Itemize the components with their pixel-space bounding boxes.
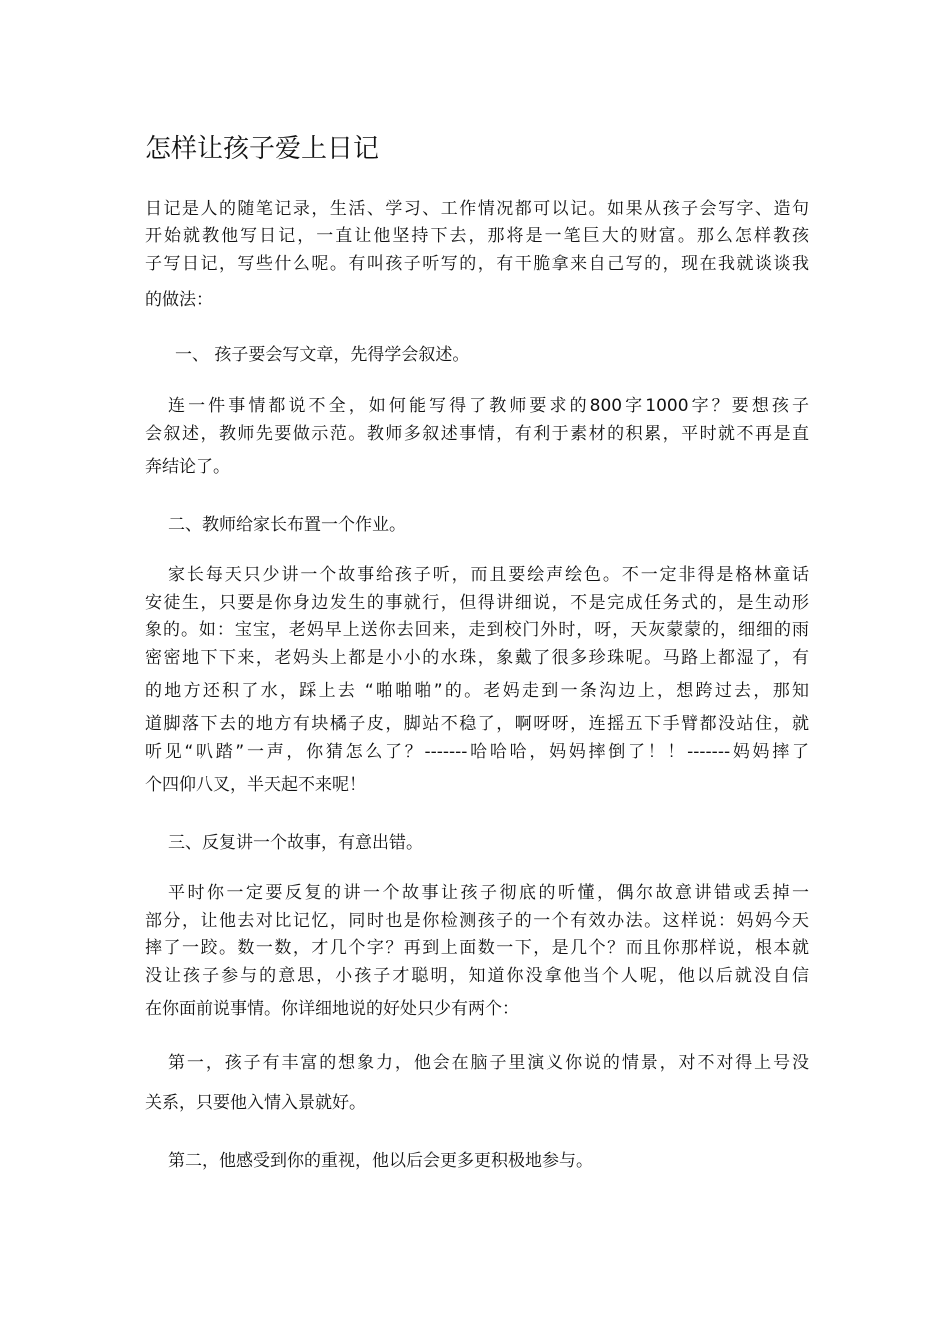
intro-line: 日记是人的随笔记录，生活、学习、工作情况都可以记。如果从孩子会写字、造句 bbox=[145, 199, 809, 219]
paragraph-line: 在你面前说事情。你详细地说的好处只少有两个： bbox=[145, 999, 519, 1019]
paragraph-line: 家长每天只少讲一个故事给孩子听，而且要绘声绘色。不一定非得是格林童话 bbox=[168, 565, 809, 585]
paragraph-line: 会叙述，教师先要做示范。教师多叙述事情，有利于素材的积累，平时就不再是直 bbox=[145, 424, 809, 444]
paragraph-line: 个四仰八叉，半天起不来呢！ bbox=[145, 775, 366, 795]
paragraph-line: 连一件事情都说不全，如何能写得了教师要求的800字1000字？要想孩子 bbox=[168, 396, 809, 416]
paragraph-line: 奔结论了。 bbox=[145, 457, 230, 477]
document-title: 怎样让孩子爱上日记 bbox=[145, 134, 380, 164]
paragraph-line: 部分，让他去对比记忆，同时也是你检测孩子的一个有效办法。这样说：妈妈今天 bbox=[145, 911, 809, 931]
paragraph-line: 第二，他感受到你的重视，他以后会更多更积极地参与。 bbox=[168, 1151, 593, 1171]
intro-line: 的做法： bbox=[145, 290, 213, 310]
paragraph-line: 摔了一跤。数一数，才几个字？再到上面数一下，是几个？而且你那样说，根本就 bbox=[145, 938, 809, 958]
intro-line: 开始就教他写日记，一直让他坚持下去，那将是一笔巨大的财富。那么怎样教孩 bbox=[145, 226, 809, 246]
paragraph-line: 平时你一定要反复的讲一个故事让孩子彻底的听懂，偶尔故意讲错或丢掉一 bbox=[168, 883, 809, 903]
paragraph-line: 道脚落下去的地方有块橘子皮，脚站不稳了，啊呀呀，连摇五下手臂都没站住，就 bbox=[145, 714, 809, 734]
paragraph-line: 没让孩子参与的意思，小孩子才聪明，知道你没拿他当个人呢，他以后就没自信 bbox=[145, 966, 809, 986]
intro-line: 子写日记，写些什么呢。有叫孩子听写的，有干脆拿来自己写的，现在我就谈谈我 bbox=[145, 254, 809, 274]
paragraph-line: 安徒生，只要是你身边发生的事就行，但得讲细说，不是完成任务式的，是生动形 bbox=[145, 593, 809, 613]
paragraph-line: 密密地下下来，老妈头上都是小小的水珠，象戴了很多珍珠呢。马路上都湿了，有 bbox=[145, 648, 809, 668]
paragraph-line: 听见“叭踏”一声，你猜怎么了？-------哈哈哈，妈妈摔倒了！！-------妈妈摔了 bbox=[145, 742, 809, 762]
paragraph-line: 关系，只要他入情入景就好。 bbox=[145, 1093, 366, 1113]
section-heading: 一、 孩子要会写文章，先得学会叙述。 bbox=[175, 345, 470, 365]
paragraph-line: 的地方还积了水，踩上去 “啪啪啪”的。老妈走到一条沟边上，想跨过去，那知 bbox=[145, 681, 809, 701]
section-heading: 二、教师给家长布置一个作业。 bbox=[168, 515, 406, 535]
paragraph-line: 第一，孩子有丰富的想象力，他会在脑子里演义你说的情景，对不对得上号没 bbox=[168, 1053, 809, 1073]
paragraph-line: 象的。如：宝宝，老妈早上送你去回来，走到校门外时，呀，天灰蒙蒙的，细细的雨 bbox=[145, 620, 809, 640]
section-heading: 三、反复讲一个故事，有意出错。 bbox=[168, 833, 423, 853]
